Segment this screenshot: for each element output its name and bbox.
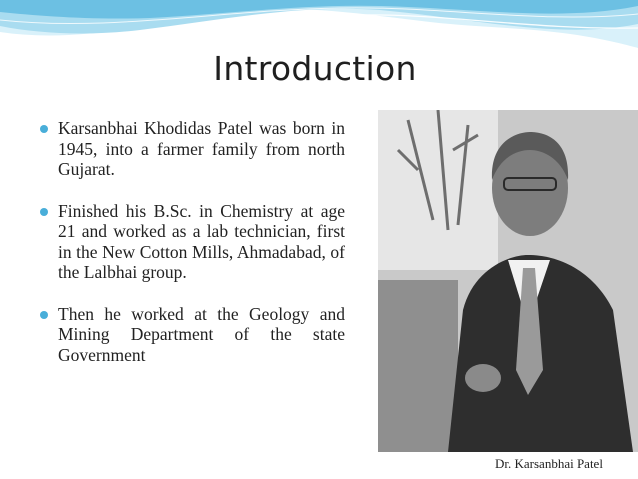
- bullet-item: [40, 118, 345, 180]
- portrait-illustration: [378, 110, 638, 452]
- portrait-photo: [378, 110, 638, 452]
- photo-sofa: [378, 280, 458, 452]
- bullet-dot-icon: [40, 208, 48, 216]
- bullet-item: [40, 201, 345, 283]
- bullet-text: Finished his B.Sc. in Chemistry at age 21 and worked as a lab technician, first in the New Cotton Mills, Ahmadabad, of the Lalbhai group.: [58, 200, 345, 282]
- bullet-text: Then he worked at the Geology and Mining Department of the state Government: [58, 303, 345, 365]
- bullet-text: Karsanbhai Khodidas Patel was born in 1945, into a farmer family from north Gujarat.: [58, 118, 345, 179]
- bullet-dot-icon: [40, 311, 48, 319]
- bullet-list: [40, 118, 345, 386]
- photo-hand: [465, 364, 501, 392]
- photo-window-light: [378, 110, 498, 270]
- bullet-item: [40, 304, 345, 366]
- bullet-dot-icon: [40, 125, 48, 133]
- photo-caption: Dr. Karsanbhai Patel: [495, 456, 603, 471]
- slide-title: Introduction: [213, 49, 417, 88]
